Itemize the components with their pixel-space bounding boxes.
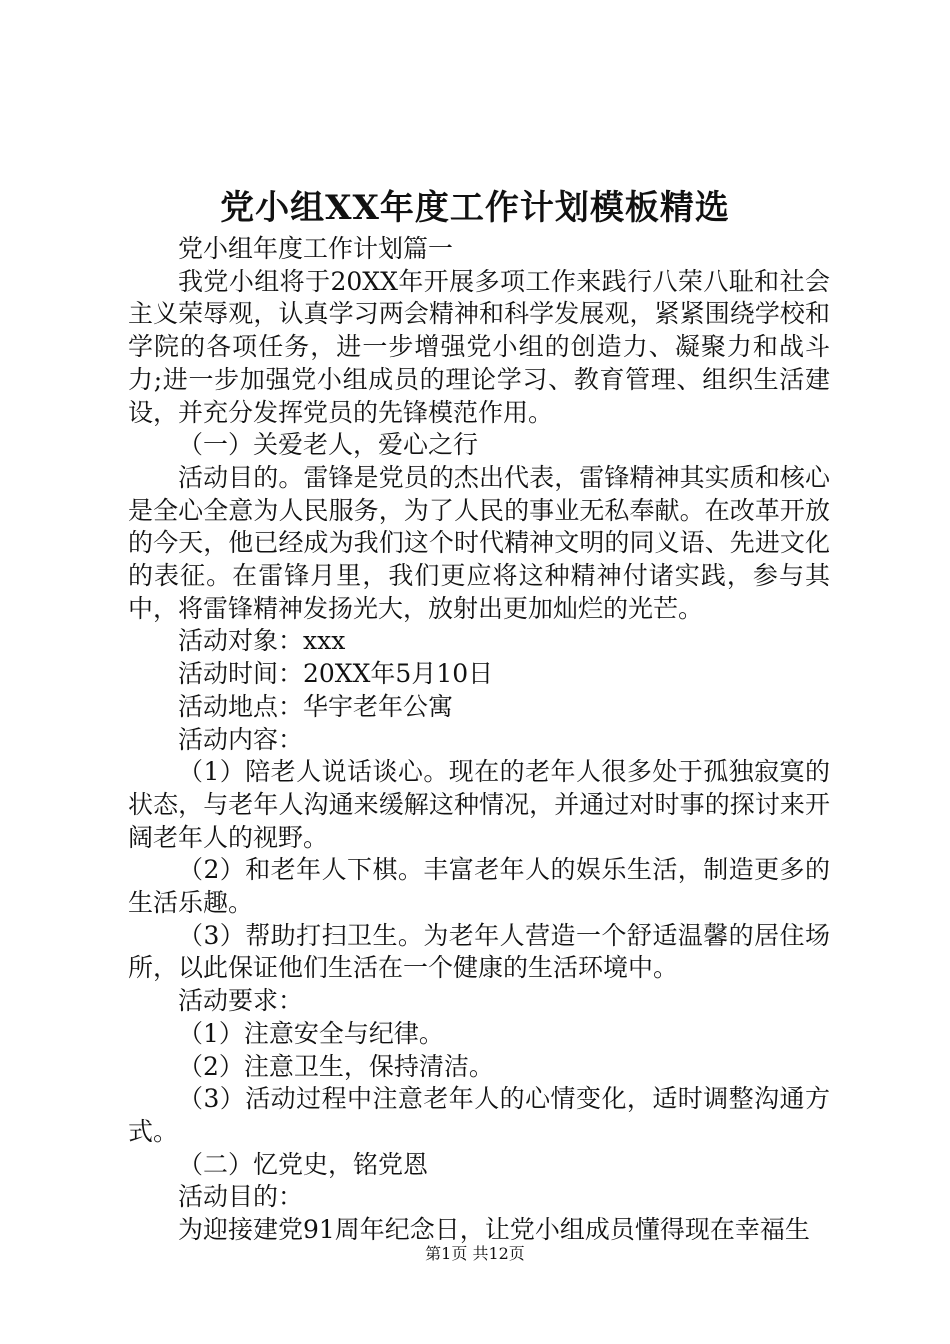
content-item-1: （1）陪老人说话谈心。现在的老年人很多处于孤独寂寞的状态，与老年人沟通来缓解这种情况，并通过对时事的探讨来开阔老年人的视野。	[128, 757, 830, 852]
activity-target: 活动对象：xxx	[178, 626, 346, 656]
activity-purpose-text: 为迎接建党91周年纪念日，让党小组成员懂得现在幸福生	[178, 1215, 810, 1245]
document-body	[128, 233, 830, 1247]
activity-location: 活动地点：华宇老年公寓	[178, 691, 454, 721]
document-title: 党小组XX年度工作计划模板精选	[220, 188, 730, 228]
requirement-item-3: （3）活动过程中注意老年人的心情变化，适时调整沟通方式。	[128, 1084, 830, 1146]
activity-heading-1: （一）关爱老人，爱心之行	[178, 430, 479, 460]
activity-heading-2: （二）忆党史，铭党恩	[178, 1149, 429, 1179]
activity-requirements-label: 活动要求：	[178, 986, 304, 1016]
activity-purpose-label: 活动目的：	[178, 1182, 304, 1212]
content-item-3: （3）帮助打扫卫生。为老年人营造一个舒适温馨的居住场所，以此保证他们生活在一个健康的生活环境中。	[128, 920, 830, 983]
intro-paragraph: 我党小组将于20XX年开展多项工作来践行八荣八耻和社会主义荣辱观，认真学习两会精神和科学发展观，紧紧围绕学校和学院的各项任务，进一步增强党小组的创造力、凝聚力和战斗力;进一步加强党小组成员的理论学习、教育管理、组织生活建设，并充分发挥党员的先锋模范作用。	[128, 266, 830, 427]
activity-purpose: 活动目的。雷锋是党员的杰出代表，雷锋精神其实质和核心是全心全意为人民服务，为了人民的事业无私奉献。在改革开放的今天，他已经成为我们这个时代精神文明的同义语、先进文化的表征。在雷锋月里，我们更应将这种精神付诸实践，参与其中，将雷锋精神发扬光大，放射出更加灿烂的光芒。	[128, 462, 830, 623]
section-heading: 党小组年度工作计划篇一	[178, 234, 454, 263]
requirement-item-2: （2）注意卫生，保持清洁。	[178, 1051, 494, 1081]
content-item-2: （2）和老年人下棋。丰富老年人的娱乐生活，制造更多的生活乐趣。	[128, 855, 830, 918]
activity-content-label: 活动内容：	[178, 724, 304, 754]
requirement-item-1: （1）注意安全与纪律。	[178, 1018, 444, 1048]
page-number-footer: 第1页 共12页	[425, 1244, 525, 1263]
activity-time: 活动时间：20XX年5月10日	[178, 659, 494, 689]
